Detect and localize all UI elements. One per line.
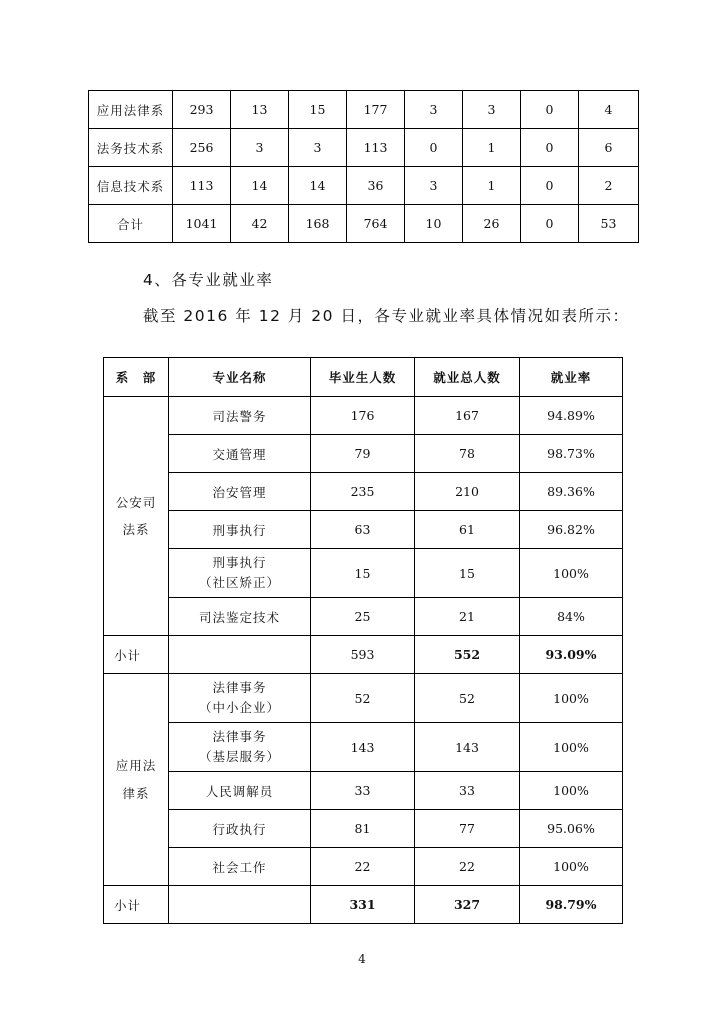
header-employed: 就业总人数	[415, 358, 520, 397]
rate-cell: 84%	[520, 598, 623, 636]
value-cell: 14	[289, 167, 347, 205]
page-number: 4	[358, 952, 366, 966]
value-cell: 10	[405, 205, 463, 243]
major-subline: （社区矫正）	[198, 575, 280, 590]
value-cell: 15	[289, 91, 347, 129]
table-row	[104, 397, 623, 435]
header-graduates: 毕业生人数	[311, 358, 415, 397]
rate-cell: 94.89%	[520, 397, 623, 435]
table-row	[104, 549, 623, 598]
value-cell: 0	[521, 91, 579, 129]
table-row	[104, 848, 623, 886]
stats-table-continued	[88, 90, 639, 243]
major-cell: 人民调解员	[169, 772, 311, 810]
graduates-cell: 81	[311, 810, 415, 848]
value-cell: 42	[231, 205, 289, 243]
value-cell: 3	[405, 91, 463, 129]
major-cell: 治安管理	[169, 473, 311, 511]
header-dept: 系 部	[104, 358, 169, 397]
major-subline: （基层服务）	[198, 749, 280, 764]
header-major: 专业名称	[169, 358, 311, 397]
major-cell: 社会工作	[169, 848, 311, 886]
rate-cell: 98.79%	[520, 886, 623, 924]
rate-cell: 95.06%	[520, 810, 623, 848]
value-cell: 113	[347, 129, 405, 167]
employed-cell: 15	[415, 549, 520, 598]
employed-cell: 22	[415, 848, 520, 886]
value-cell: 168	[289, 205, 347, 243]
major-cell: 司法鉴定技术	[169, 598, 311, 636]
value-cell: 1	[463, 167, 521, 205]
dept-line: 法系	[122, 522, 150, 537]
employed-cell: 61	[415, 511, 520, 549]
rate-cell: 100%	[520, 674, 623, 723]
subtotal-label: 小计	[104, 636, 169, 674]
dept-line: 律系	[122, 785, 150, 801]
employed-cell: 77	[415, 810, 520, 848]
value-cell: 36	[347, 167, 405, 205]
total-row	[89, 205, 639, 243]
section-heading: 4、各专业就业率	[143, 271, 274, 289]
graduates-cell: 235	[311, 473, 415, 511]
value-cell: 764	[347, 205, 405, 243]
value-cell: 293	[173, 91, 231, 129]
value-cell: 3	[405, 167, 463, 205]
employed-cell: 210	[415, 473, 520, 511]
rate-cell: 100%	[520, 772, 623, 810]
value-cell: 1	[463, 129, 521, 167]
rate-cell: 100%	[520, 549, 623, 598]
major-cell	[169, 674, 311, 723]
table-row	[104, 511, 623, 549]
graduates-cell: 52	[311, 674, 415, 723]
value-cell: 1041	[173, 205, 231, 243]
graduates-cell: 22	[311, 848, 415, 886]
value-cell: 6	[579, 129, 639, 167]
graduates-cell: 331	[311, 886, 415, 924]
employed-cell: 143	[415, 723, 520, 772]
value-cell: 0	[405, 129, 463, 167]
intro-paragraph: 截至 2016 年 12 月 20 日，各专业就业率具体情况如表所示：	[143, 307, 630, 325]
graduates-cell: 33	[311, 772, 415, 810]
table-row	[89, 167, 639, 205]
value-cell: 3	[463, 91, 521, 129]
subtotal-row	[104, 636, 623, 674]
value-cell: 256	[173, 129, 231, 167]
rate-cell: 89.36%	[520, 473, 623, 511]
value-cell: 14	[231, 167, 289, 205]
graduates-cell: 25	[311, 598, 415, 636]
table-row	[104, 598, 623, 636]
employed-cell: 33	[415, 772, 520, 810]
dept-cell	[104, 674, 169, 886]
header-rate: 就业率	[520, 358, 623, 397]
value-cell: 0	[521, 129, 579, 167]
empty-cell	[169, 886, 311, 924]
major-cell: 行政执行	[169, 810, 311, 848]
rate-cell: 100%	[520, 848, 623, 886]
value-cell: 177	[347, 91, 405, 129]
major-subline: （中小企业）	[198, 700, 280, 715]
value-cell: 0	[521, 167, 579, 205]
major-cell: 司法警务	[169, 397, 311, 435]
major-cell	[169, 549, 311, 598]
employed-cell: 21	[415, 598, 520, 636]
table-row	[104, 674, 623, 723]
graduates-cell: 593	[311, 636, 415, 674]
value-cell: 13	[231, 91, 289, 129]
rate-cell: 96.82%	[520, 511, 623, 549]
employment-rate-table	[103, 357, 623, 924]
employed-cell: 78	[415, 435, 520, 473]
employed-cell: 52	[415, 674, 520, 723]
value-cell: 2	[579, 167, 639, 205]
dept-cell: 应用法律系	[89, 91, 173, 129]
value-cell: 26	[463, 205, 521, 243]
value-cell: 53	[579, 205, 639, 243]
major-cell: 交通管理	[169, 435, 311, 473]
table-header-row	[104, 358, 623, 397]
dept-cell: 信息技术系	[89, 167, 173, 205]
rate-cell: 93.09%	[520, 636, 623, 674]
subtotal-row	[104, 886, 623, 924]
rate-cell: 98.73%	[520, 435, 623, 473]
graduates-cell: 143	[311, 723, 415, 772]
major-cell: 刑事执行	[169, 511, 311, 549]
table-row	[104, 723, 623, 772]
major-cell	[169, 723, 311, 772]
dept-line: 公安司	[115, 494, 157, 510]
table-row	[104, 772, 623, 810]
subtotal-label: 小计	[104, 886, 169, 924]
dept-line: 应用法	[115, 758, 157, 773]
value-cell: 4	[579, 91, 639, 129]
employed-cell: 167	[415, 397, 520, 435]
value-cell: 3	[289, 129, 347, 167]
table-row	[104, 473, 623, 511]
table-row	[104, 810, 623, 848]
value-cell: 0	[521, 205, 579, 243]
graduates-cell: 15	[311, 549, 415, 598]
major-line: 法律事务	[212, 680, 267, 695]
employed-cell: 552	[415, 636, 520, 674]
table-row	[104, 435, 623, 473]
value-cell: 3	[231, 129, 289, 167]
dept-cell: 法务技术系	[89, 129, 173, 167]
dept-cell	[104, 397, 169, 636]
table-row	[89, 91, 639, 129]
major-line: 法律事务	[212, 729, 267, 744]
table-row	[89, 129, 639, 167]
employed-cell: 327	[415, 886, 520, 924]
graduates-cell: 63	[311, 511, 415, 549]
value-cell: 113	[173, 167, 231, 205]
empty-cell	[169, 636, 311, 674]
rate-cell: 100%	[520, 723, 623, 772]
major-line: 刑事执行	[212, 555, 267, 570]
total-label: 合计	[89, 205, 173, 243]
graduates-cell: 79	[311, 435, 415, 473]
graduates-cell: 176	[311, 397, 415, 435]
